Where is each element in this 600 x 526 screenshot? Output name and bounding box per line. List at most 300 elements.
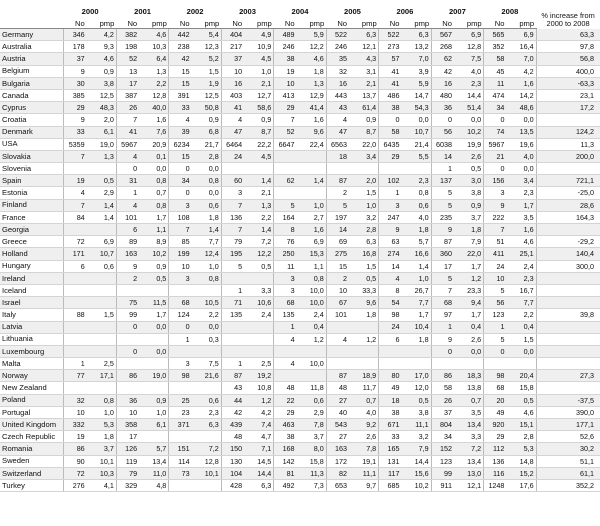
increase-cell	[536, 382, 600, 394]
count-cell: 34	[484, 102, 507, 114]
pmp-cell: 16,6	[402, 248, 432, 260]
pmp-cell: 16,8	[349, 248, 379, 260]
count-cell: 0	[169, 321, 192, 333]
pmp-cell	[87, 297, 117, 309]
count-cell: 15	[169, 65, 192, 77]
count-cell: 34	[431, 431, 454, 443]
count-cell: 54	[379, 297, 402, 309]
country-cell: Croatia	[0, 114, 64, 126]
pmp-cell: 12,7	[244, 89, 274, 101]
count-cell: 7	[431, 284, 454, 296]
count-cell	[379, 163, 402, 175]
count-cell: 68	[169, 297, 192, 309]
pmp-cell: 7,9	[454, 236, 484, 248]
count-cell: 22	[274, 394, 297, 406]
pmp-cell: 4,5	[244, 150, 274, 162]
pmp-cell: 6,3	[349, 29, 379, 41]
pmp-cell: 0,9	[87, 65, 117, 77]
count-cell: 480	[431, 89, 454, 101]
count-cell: 486	[379, 89, 402, 101]
count-cell	[64, 297, 87, 309]
country-cell: Portugal	[0, 406, 64, 418]
pmp-cell: 40,0	[139, 102, 169, 114]
pmp-cell: 10,0	[297, 284, 327, 296]
pmp-cell: 2,8	[349, 224, 379, 236]
count-cell	[64, 163, 87, 175]
table-row	[0, 309, 600, 321]
count-cell: 5	[484, 333, 507, 345]
count-cell: 911	[431, 479, 454, 491]
pmp-cell: 4,9	[244, 29, 274, 41]
table-row	[0, 65, 600, 77]
count-cell: 87	[326, 175, 349, 187]
pmp-cell	[402, 163, 432, 175]
count-cell: 6	[64, 260, 87, 272]
count-cell: 18	[379, 394, 402, 406]
count-cell: 7	[64, 150, 87, 162]
pmp-cell: 0,6	[87, 260, 117, 272]
count-cell: 0	[116, 163, 139, 175]
count-cell: 101	[326, 309, 349, 321]
table-row	[0, 138, 600, 150]
pmp-cell: 1,6	[506, 77, 536, 89]
pmp-cell	[297, 187, 327, 199]
increase-cell: 28,6	[536, 199, 600, 211]
pmp-cell: 10,2	[139, 248, 169, 260]
count-cell: 685	[379, 479, 402, 491]
count-cell	[274, 150, 297, 162]
count-cell: 0	[379, 114, 402, 126]
count-cell: 52	[274, 126, 297, 138]
count-cell: 26	[431, 394, 454, 406]
count-cell: 35	[326, 53, 349, 65]
count-cell: 33	[64, 126, 87, 138]
pmp-cell: 22,4	[297, 138, 327, 150]
count-cell: 4	[64, 187, 87, 199]
count-cell: 72	[64, 467, 87, 479]
count-cell: 40	[326, 406, 349, 418]
count-cell: 58	[484, 53, 507, 65]
table-row	[0, 175, 600, 187]
increase-cell: 97,8	[536, 41, 600, 53]
count-cell: 48	[221, 431, 244, 443]
table-row	[0, 455, 600, 467]
count-cell: 0	[116, 345, 139, 357]
count-cell: 1	[169, 333, 192, 345]
count-cell: 89	[116, 236, 139, 248]
count-cell: 442	[169, 29, 192, 41]
increase-cell	[536, 297, 600, 309]
count-cell: 151	[169, 443, 192, 455]
pmp-cell: 10,1	[192, 467, 222, 479]
count-cell: 0	[484, 345, 507, 357]
pmp-cell: 11,7	[349, 382, 379, 394]
table-row	[0, 236, 600, 248]
country-cell: Finland	[0, 199, 64, 211]
count-cell: 9	[431, 224, 454, 236]
pmp-cell: 51,4	[454, 102, 484, 114]
pmp-cell: 12,4	[192, 248, 222, 260]
pmp-cell: 7,8	[297, 419, 327, 431]
count-cell: 34	[169, 175, 192, 187]
pmp-cell: 10,4	[402, 321, 432, 333]
count-cell: 0	[169, 163, 192, 175]
count-cell: 522	[379, 29, 402, 41]
pmp-cell: 4,0	[402, 211, 432, 223]
pmp-cell: 4,6	[506, 406, 536, 418]
pmp-cell: 13,4	[139, 455, 169, 467]
count-cell	[169, 479, 192, 491]
count-cell: 1	[221, 284, 244, 296]
pmp-cell: 22,0	[454, 248, 484, 260]
pmp-cell: 4,0	[506, 150, 536, 162]
pmp-cell: 8,9	[139, 236, 169, 248]
increase-cell: -25,0	[536, 187, 600, 199]
country-cell: Cyprus	[0, 102, 64, 114]
pmp-cell: 6,1	[87, 126, 117, 138]
increase-cell: 300,0	[536, 260, 600, 272]
count-cell: 102	[379, 175, 402, 187]
count-cell: 172	[326, 455, 349, 467]
pmp-cell: 4,2	[506, 65, 536, 77]
pmp-cell: 7,2	[192, 443, 222, 455]
pmp-cell	[297, 345, 327, 357]
pmp-cell: 7,1	[244, 443, 274, 455]
count-cell: 171	[64, 248, 87, 260]
increase-cell: 124,2	[536, 126, 600, 138]
count-cell: 217	[221, 41, 244, 53]
pmp-cell: 3,2	[349, 211, 379, 223]
count-cell: 371	[169, 419, 192, 431]
pmp-subheader: pmp	[402, 16, 432, 29]
pmp-cell: 0,5	[506, 394, 536, 406]
pmp-cell: 7,5	[192, 358, 222, 370]
pmp-cell: 5,3	[506, 443, 536, 455]
pmp-cell: 4,1	[87, 479, 117, 491]
pmp-cell: 6,9	[454, 29, 484, 41]
count-cell: 88	[64, 309, 87, 321]
country-cell: Turkey	[0, 479, 64, 491]
pmp-cell: 2,9	[87, 187, 117, 199]
count-cell: 9	[116, 260, 139, 272]
count-cell: 2	[116, 272, 139, 284]
pmp-cell: 16,4	[506, 41, 536, 53]
pmp-cell: 13,5	[506, 126, 536, 138]
count-cell: 56	[431, 126, 454, 138]
pmp-cell: 12,2	[244, 248, 274, 260]
pmp-cell: 2,8	[506, 431, 536, 443]
pmp-cell: 10,5	[192, 297, 222, 309]
count-cell: 804	[431, 419, 454, 431]
count-cell: 8	[274, 224, 297, 236]
count-cell: 104	[221, 467, 244, 479]
count-cell: 98	[169, 370, 192, 382]
table-row	[0, 406, 600, 418]
table-row	[0, 29, 600, 41]
pmp-cell: 0,5	[349, 272, 379, 284]
pmp-cell	[402, 345, 432, 357]
pmp-cell: 5,5	[402, 150, 432, 162]
pmp-cell	[244, 345, 274, 357]
pmp-cell	[87, 382, 117, 394]
pmp-cell: 0,4	[297, 321, 327, 333]
table-row	[0, 284, 600, 296]
pmp-cell: 10,6	[244, 297, 274, 309]
country-cell: United Kingdom	[0, 419, 64, 431]
pmp-cell: 10,9	[244, 41, 274, 53]
table-row	[0, 419, 600, 431]
count-cell: 1	[379, 187, 402, 199]
count-cell: 30	[64, 77, 87, 89]
pmp-cell	[349, 345, 379, 357]
count-cell: 10	[326, 284, 349, 296]
pmp-cell: 17,1	[87, 370, 117, 382]
count-cell: 0	[484, 163, 507, 175]
pmp-cell: 2,1	[349, 77, 379, 89]
count-cell: 332	[64, 419, 87, 431]
count-cell: 16	[431, 77, 454, 89]
header-empty-cell	[0, 0, 64, 16]
increase-cell: 63,3	[536, 29, 600, 41]
count-cell: 273	[379, 41, 402, 53]
count-cell: 920	[484, 419, 507, 431]
pmp-cell: 0,0	[506, 345, 536, 357]
count-cell: 47	[221, 126, 244, 138]
pmp-cell: 6,8	[192, 126, 222, 138]
pmp-cell: 3,4	[506, 175, 536, 187]
pmp-cell: 2,5	[244, 358, 274, 370]
pmp-cell: 0,6	[402, 199, 432, 211]
count-cell: 45	[484, 65, 507, 77]
pmp-cell: 48,3	[87, 102, 117, 114]
count-cell	[116, 333, 139, 345]
pmp-cell: 0,9	[139, 260, 169, 272]
pmp-cell: 15,8	[506, 382, 536, 394]
count-cell: 42	[169, 53, 192, 65]
pmp-cell: 41,4	[297, 102, 327, 114]
increase-cell: 164,3	[536, 211, 600, 223]
pmp-cell: 25,1	[506, 248, 536, 260]
count-cell: 5	[431, 187, 454, 199]
pmp-cell: 0,7	[139, 187, 169, 199]
pmp-cell: 2,1	[244, 187, 274, 199]
count-cell: 403	[221, 89, 244, 101]
pmp-subheader: pmp	[454, 16, 484, 29]
header-empty-cell	[0, 16, 64, 29]
count-cell: 238	[169, 41, 192, 53]
count-cell: 37	[221, 53, 244, 65]
increase-cell: 352,2	[536, 479, 600, 491]
pmp-cell: 9,3	[87, 41, 117, 53]
pmp-subheader: pmp	[192, 16, 222, 29]
country-cell: Denmark	[0, 126, 64, 138]
pmp-cell: 3,3	[454, 431, 484, 443]
increase-cell: -29,2	[536, 236, 600, 248]
country-cell: Austria	[0, 53, 64, 65]
count-cell: 20	[484, 394, 507, 406]
count-cell	[326, 321, 349, 333]
count-cell: 17	[431, 260, 454, 272]
count-cell	[379, 358, 402, 370]
pmp-cell: 5,9	[402, 77, 432, 89]
count-cell: 1	[431, 163, 454, 175]
increase-cell	[536, 114, 600, 126]
count-cell: 79	[221, 236, 244, 248]
count-cell: 19	[64, 431, 87, 443]
pmp-subheader: pmp	[349, 16, 379, 29]
count-cell: 60	[221, 175, 244, 187]
count-cell: 1	[116, 187, 139, 199]
pmp-cell: 13,8	[454, 382, 484, 394]
pmp-cell: 22,2	[244, 138, 274, 150]
count-cell: 235	[431, 211, 454, 223]
count-cell: 136	[221, 211, 244, 223]
pmp-cell	[87, 321, 117, 333]
pmp-cell: 48,6	[506, 102, 536, 114]
pmp-cell: 1,5	[349, 260, 379, 272]
pmp-cell: 10,8	[244, 382, 274, 394]
count-cell: 428	[221, 479, 244, 491]
pmp-cell: 1,0	[87, 406, 117, 418]
table-row	[0, 248, 600, 260]
pmp-cell: 1,7	[506, 199, 536, 211]
pmp-cell: 0,8	[139, 175, 169, 187]
count-cell: 7	[221, 224, 244, 236]
table-row	[0, 211, 600, 223]
count-cell: 4	[116, 150, 139, 162]
pmp-cell: 5,7	[139, 443, 169, 455]
count-cell: 474	[484, 89, 507, 101]
count-cell: 33	[169, 102, 192, 114]
count-cell	[431, 358, 454, 370]
count-cell	[221, 321, 244, 333]
pmp-cell: 1,8	[297, 65, 327, 77]
country-cell: Romania	[0, 443, 64, 455]
pmp-cell: 1,8	[454, 224, 484, 236]
increase-cell: 51,1	[536, 455, 600, 467]
pmp-cell: 2,3	[192, 406, 222, 418]
count-cell: 276	[64, 479, 87, 491]
count-cell: 1	[274, 321, 297, 333]
count-cell: 8	[379, 284, 402, 296]
count-cell	[64, 382, 87, 394]
pmp-cell: 0,8	[192, 272, 222, 284]
count-cell: 198	[116, 41, 139, 53]
count-cell: 163	[116, 248, 139, 260]
increase-header: % increase from 2000 to 2008	[541, 11, 595, 29]
pmp-cell: 6,9	[297, 236, 327, 248]
pmp-cell: 4,6	[139, 29, 169, 41]
year-header: 2008	[501, 7, 519, 17]
pmp-cell	[139, 358, 169, 370]
count-cell: 114	[169, 455, 192, 467]
pmp-cell: 10,7	[402, 126, 432, 138]
count-cell: 131	[379, 455, 402, 467]
pmp-cell	[192, 431, 222, 443]
count-cell: 3	[379, 199, 402, 211]
pmp-cell: 0,8	[192, 175, 222, 187]
count-cell: 85	[169, 236, 192, 248]
count-cell: 7	[484, 224, 507, 236]
table-row	[0, 126, 600, 138]
count-cell: 6	[116, 224, 139, 236]
count-cell: 352	[484, 41, 507, 53]
pmp-cell	[506, 358, 536, 370]
table-header	[0, 0, 600, 29]
pmp-cell: 0,7	[454, 394, 484, 406]
count-cell: 11	[274, 260, 297, 272]
count-cell: 3	[169, 358, 192, 370]
table-row	[0, 150, 600, 162]
pmp-cell: 12,3	[192, 41, 222, 53]
pmp-cell: 19,0	[87, 138, 117, 150]
pmp-cell: 0,5	[454, 163, 484, 175]
table-row	[0, 431, 600, 443]
pmp-cell: 18,9	[349, 370, 379, 382]
country-cell: Switzerland	[0, 467, 64, 479]
count-cell: 39	[169, 126, 192, 138]
pmp-cell: 0,8	[139, 199, 169, 211]
country-cell: Hungary	[0, 260, 64, 272]
count-cell: 21	[484, 150, 507, 162]
count-cell: 7	[274, 114, 297, 126]
year-header: 2007	[448, 7, 466, 17]
count-cell: 411	[484, 248, 507, 260]
count-cell: 0	[116, 321, 139, 333]
pmp-cell: 4,0	[349, 406, 379, 418]
count-cell: 5	[326, 199, 349, 211]
year-header: 2001	[134, 7, 152, 17]
pmp-cell: 19,1	[349, 455, 379, 467]
year-header: 2000	[81, 7, 99, 17]
pmp-cell: 3,5	[506, 211, 536, 223]
pmp-cell: 8,7	[244, 126, 274, 138]
count-cell: 79	[116, 467, 139, 479]
country-cell: New Zealand	[0, 382, 64, 394]
pmp-cell: 1,4	[87, 199, 117, 211]
table-row	[0, 102, 600, 114]
pmp-cell: 14,5	[244, 455, 274, 467]
increase-cell: 23,1	[536, 89, 600, 101]
no-subheader: No	[169, 16, 192, 29]
count-cell: 2	[326, 187, 349, 199]
count-cell: 250	[274, 248, 297, 260]
count-cell: 2	[326, 272, 349, 284]
count-cell: 14	[379, 260, 402, 272]
count-cell: 29	[379, 150, 402, 162]
count-cell: 0	[431, 114, 454, 126]
pmp-cell: 9,7	[349, 479, 379, 491]
count-cell: 57	[379, 53, 402, 65]
count-cell: 156	[484, 175, 507, 187]
increase-cell: 400,0	[536, 65, 600, 77]
pmp-cell: 19,0	[139, 370, 169, 382]
count-cell	[64, 345, 87, 357]
pmp-cell: 5,3	[87, 419, 117, 431]
pmp-cell: 14,8	[506, 455, 536, 467]
pmp-subheader: pmp	[506, 16, 536, 29]
count-cell: 80	[379, 370, 402, 382]
pmp-cell: 12,8	[139, 89, 169, 101]
increase-cell: 39,8	[536, 309, 600, 321]
count-cell: 68	[274, 297, 297, 309]
pmp-cell: 0,0	[454, 114, 484, 126]
pmp-cell: 9,6	[297, 126, 327, 138]
count-cell: 90	[64, 455, 87, 467]
count-cell: 3	[484, 187, 507, 199]
increase-cell: 52,6	[536, 431, 600, 443]
table-row	[0, 370, 600, 382]
